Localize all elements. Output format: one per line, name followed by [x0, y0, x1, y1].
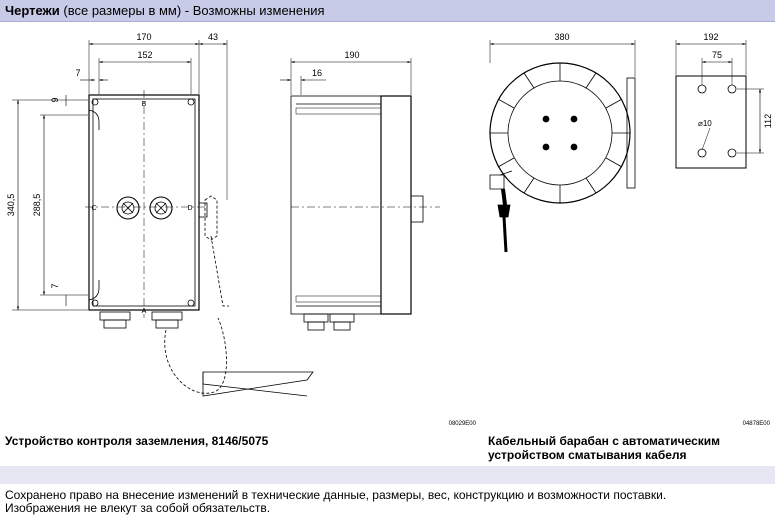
dims-right-text [554, 32, 773, 128]
disclaimer [5, 489, 770, 515]
dim-288-5: 288,5 [32, 193, 42, 217]
dim-16: 16 [311, 68, 323, 78]
dim-170: 170 [136, 32, 152, 42]
disclaimer-line2: Изображения не влекут за собой обязательств. [5, 501, 271, 515]
caption-cable-drum [488, 434, 720, 462]
section-title-rest: (все размеры в мм) - Возможны изменения [59, 3, 325, 18]
caption-right-line1: Кабельный барабан с автоматическим [488, 434, 721, 448]
dim-43: 43 [207, 32, 219, 42]
dim-7-top: 7 [75, 68, 81, 78]
label-b: B [141, 101, 147, 108]
dim-112: 112 [763, 113, 773, 129]
disclaimer-line1: Сохранено право на внесение изменений в технические данные, размеры, вес, конструкцию и возможности поставки. [5, 488, 667, 502]
technical-drawings [0, 22, 775, 432]
section-title-bold: Чертежи [5, 3, 60, 18]
label-d: D [187, 205, 193, 212]
separator-band [0, 466, 775, 484]
caption-grounding-device [5, 434, 268, 448]
dim-9: 9 [50, 97, 60, 103]
dim-75: 75 [711, 50, 723, 60]
dim-380: 380 [554, 32, 570, 42]
section-header [0, 0, 775, 22]
label-a: A [141, 308, 147, 315]
dim-152: 152 [137, 50, 153, 60]
position-labels [91, 101, 192, 315]
drawing-code-right: 04878E00 [742, 421, 770, 427]
dim-190: 190 [344, 50, 360, 60]
dim-340-5: 340,5 [6, 193, 16, 217]
grounding-device-drawing [12, 40, 440, 396]
label-c: C [91, 205, 97, 212]
drawing-code-left: 08029E00 [448, 421, 476, 427]
caption-left-text: Устройство контроля заземления, 8146/5075 [5, 434, 269, 448]
dim-diameter-10: ⌀10 [698, 119, 712, 128]
dims-left-text [6, 32, 360, 289]
dim-192: 192 [703, 32, 719, 42]
cable-drum-drawing [490, 40, 764, 252]
dim-7-bottom: 7 [50, 283, 60, 289]
caption-right-line2: устройством сматывания кабеля [488, 448, 687, 462]
